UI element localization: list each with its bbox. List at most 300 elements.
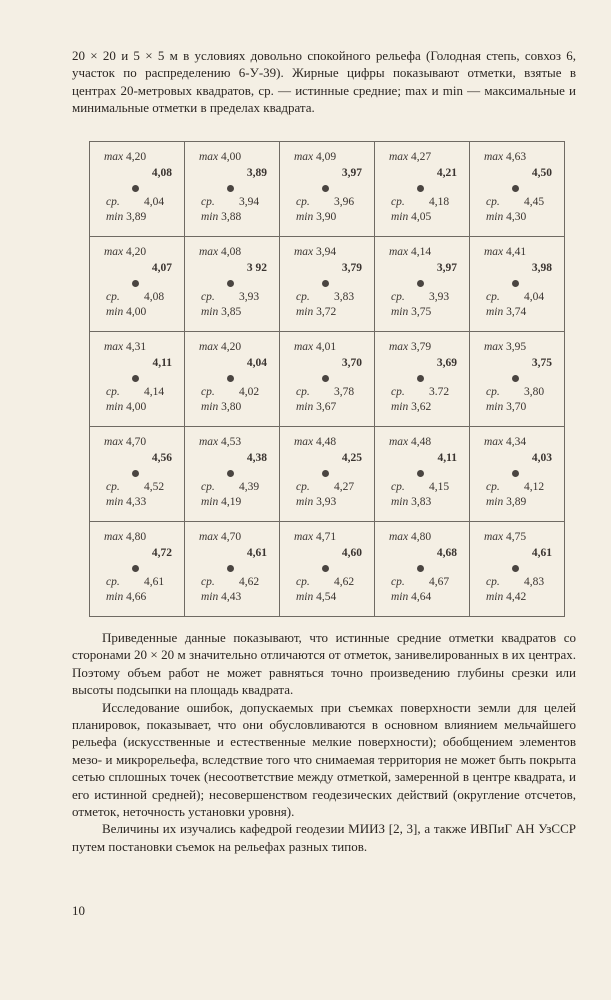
avg-value: 4,14 <box>144 386 165 398</box>
max-label: max <box>294 436 314 448</box>
center-elevation: 3,75 <box>531 357 552 369</box>
grid-cell <box>375 332 470 427</box>
avg-line <box>391 196 450 208</box>
min-line <box>391 591 431 603</box>
min-line <box>296 211 336 223</box>
square <box>375 427 469 521</box>
max-line <box>484 436 526 448</box>
avg-label: ср. <box>391 576 405 588</box>
max-value: 4,27 <box>411 151 432 163</box>
avg-line <box>391 291 450 303</box>
avg-line <box>106 291 165 303</box>
grid-cell <box>185 332 280 427</box>
min-value: 4,33 <box>126 496 147 508</box>
avg-label: ср. <box>201 196 215 208</box>
avg-value: 4,62 <box>239 576 260 588</box>
avg-label: ср. <box>106 291 120 303</box>
max-value: 4,20 <box>126 246 147 258</box>
avg-label: ср. <box>486 291 500 303</box>
avg-value: 3,80 <box>524 386 545 398</box>
min-label: min <box>106 211 124 223</box>
max-label: max <box>389 151 409 163</box>
min-label: min <box>391 211 409 223</box>
avg-label: ср. <box>201 576 215 588</box>
max-value: 4,75 <box>506 531 527 543</box>
grid-cell <box>470 332 565 427</box>
avg-label: ср. <box>391 291 405 303</box>
square <box>375 237 469 331</box>
min-value: 3,89 <box>126 211 147 223</box>
square <box>90 522 184 616</box>
max-value: 4,48 <box>411 436 432 448</box>
avg-value: 3.72 <box>429 386 450 398</box>
min-value: 4,66 <box>126 591 147 603</box>
max-value: 3,79 <box>411 341 432 353</box>
center-point-icon <box>322 280 329 287</box>
center-point-icon <box>512 375 519 382</box>
max-label: max <box>294 151 314 163</box>
avg-value: 4,02 <box>239 386 260 398</box>
grid-cell <box>185 427 280 522</box>
center-elevation: 4,03 <box>531 452 552 464</box>
min-value: 3,89 <box>506 496 527 508</box>
center-point-icon <box>512 280 519 287</box>
avg-value: 3,93 <box>429 291 450 303</box>
elevation-table <box>89 141 565 617</box>
min-line <box>391 211 431 223</box>
max-value: 4,20 <box>221 341 242 353</box>
min-label: min <box>106 401 124 413</box>
center-point-icon <box>417 280 424 287</box>
max-label: max <box>389 246 409 258</box>
min-value: 4,00 <box>126 306 147 318</box>
avg-line <box>106 386 165 398</box>
min-label: min <box>106 496 124 508</box>
max-line <box>104 246 146 258</box>
grid-cell <box>470 427 565 522</box>
max-line <box>484 246 526 258</box>
square <box>470 332 564 426</box>
avg-value: 3,93 <box>239 291 260 303</box>
max-line <box>484 531 526 543</box>
max-value: 4,71 <box>316 531 337 543</box>
min-label: min <box>296 211 314 223</box>
grid-cell <box>90 522 185 617</box>
avg-value: 3,83 <box>334 291 355 303</box>
center-elevation: 4,11 <box>437 452 457 464</box>
grid-cell <box>470 522 565 617</box>
grid-row <box>90 522 565 617</box>
grid-cell <box>470 237 565 332</box>
max-label: max <box>484 246 504 258</box>
center-elevation: 3,70 <box>341 357 362 369</box>
min-label: min <box>201 306 219 318</box>
center-elevation: 4,08 <box>151 167 172 179</box>
max-value: 4,70 <box>221 531 242 543</box>
min-line <box>106 401 146 413</box>
grid-row <box>90 142 565 237</box>
grid-cell <box>90 237 185 332</box>
center-elevation: 3,97 <box>436 262 457 274</box>
max-value: 4,48 <box>316 436 337 448</box>
max-line <box>104 341 146 353</box>
avg-label: ср. <box>106 196 120 208</box>
min-label: min <box>391 591 409 603</box>
max-label: max <box>104 531 124 543</box>
center-elevation: 4,25 <box>341 452 362 464</box>
avg-label: ср. <box>296 576 310 588</box>
center-elevation: 3,97 <box>341 167 362 179</box>
min-label: min <box>296 496 314 508</box>
center-point-icon <box>322 375 329 382</box>
avg-value: 4,18 <box>429 196 450 208</box>
avg-line <box>296 386 355 398</box>
intro-paragraph: 20 × 20 и 5 × 5 м в условиях довольно спокойного рельефа (Голодная степь, совхоз 6, участок по распределению 6-У-39). Жирные цифры показывают отметки, взятые в центрах 20-метровых квадратов, ср. — истинные средние; max и min — максимальные и минимальные отметки в пределах квадрата. <box>72 48 576 116</box>
avg-value: 4,08 <box>144 291 165 303</box>
max-label: max <box>199 436 219 448</box>
min-label: min <box>486 211 504 223</box>
page-number: 10 <box>72 903 85 918</box>
min-label: min <box>201 496 219 508</box>
min-line <box>106 496 146 508</box>
min-label: min <box>391 401 409 413</box>
square <box>185 237 279 331</box>
max-line <box>199 151 241 163</box>
avg-value: 4,27 <box>334 481 355 493</box>
center-elevation: 4,38 <box>246 452 267 464</box>
max-label: max <box>389 436 409 448</box>
max-label: max <box>484 341 504 353</box>
max-line <box>104 151 146 163</box>
paragraph: Исследование ошибок, допускаемых при съемках поверхности земли для целей планировок, показывает, что они обусловливаются в основном влиянием мельчайшего рельефа (искусственные и естественные мелкие поверхности); обобщением элементов мезо- и микрорельефа, вследствие того что снимаемая территория не может быть покрыта сетью сплошных точек (несоответствие между отметкой, замеренной в центре квадрата, и его истинной средней); несовершенством геодезических действий (округление отсчетов, отметок, неточность установки уровня). <box>72 699 576 820</box>
min-label: min <box>391 306 409 318</box>
avg-label: ср. <box>296 481 310 493</box>
center-point-icon <box>227 375 234 382</box>
min-value: 4,54 <box>316 591 337 603</box>
min-label: min <box>486 591 504 603</box>
avg-value: 4,67 <box>429 576 450 588</box>
grid-row <box>90 427 565 522</box>
center-elevation: 4,72 <box>151 547 172 559</box>
min-value: 3,80 <box>221 401 242 413</box>
max-line <box>104 531 146 543</box>
min-label: min <box>486 306 504 318</box>
elevation-grid <box>89 141 560 612</box>
max-line <box>389 246 431 258</box>
center-elevation: 3,79 <box>341 262 362 274</box>
min-line <box>201 211 241 223</box>
min-line <box>486 211 526 223</box>
grid-cell <box>375 142 470 237</box>
square <box>185 427 279 521</box>
avg-line <box>486 291 545 303</box>
max-label: max <box>104 246 124 258</box>
square <box>185 142 279 236</box>
avg-value: 4,62 <box>334 576 355 588</box>
max-label: max <box>389 341 409 353</box>
avg-line <box>201 481 260 493</box>
center-point-icon <box>227 565 234 572</box>
min-line <box>201 496 241 508</box>
min-label: min <box>391 496 409 508</box>
avg-line <box>201 196 260 208</box>
max-value: 4,20 <box>126 151 147 163</box>
max-label: max <box>294 341 314 353</box>
square <box>375 142 469 236</box>
center-elevation: 4,04 <box>246 357 267 369</box>
avg-line <box>296 481 355 493</box>
min-value: 3,88 <box>221 211 242 223</box>
center-point-icon <box>417 565 424 572</box>
min-label: min <box>296 591 314 603</box>
grid-cell <box>280 332 375 427</box>
avg-label: ср. <box>486 576 500 588</box>
avg-label: ср. <box>486 196 500 208</box>
max-value: 4,00 <box>221 151 242 163</box>
min-line <box>486 591 526 603</box>
center-elevation: 4,21 <box>436 167 457 179</box>
min-line <box>201 401 241 413</box>
max-line <box>294 246 336 258</box>
avg-value: 4,12 <box>524 481 545 493</box>
min-value: 3,62 <box>411 401 432 413</box>
max-line <box>199 436 241 448</box>
max-value: 4,01 <box>316 341 337 353</box>
center-point-icon <box>512 565 519 572</box>
grid-cell <box>90 427 185 522</box>
avg-label: ср. <box>391 386 405 398</box>
avg-value: 4,61 <box>144 576 165 588</box>
center-elevation: 4,61 <box>246 547 267 559</box>
min-value: 3,70 <box>506 401 527 413</box>
center-point-icon <box>132 280 139 287</box>
max-line <box>294 151 336 163</box>
paragraph: Величины их изучались кафедрой геодезии МИИЗ [2, 3], а также ИВПиГ АН УзССР путем постановки съемок на рельефах разных типов. <box>72 821 576 854</box>
avg-line <box>201 291 260 303</box>
avg-line <box>106 481 165 493</box>
max-label: max <box>199 341 219 353</box>
min-value: 3,75 <box>411 306 432 318</box>
min-label: min <box>106 306 124 318</box>
avg-value: 4,39 <box>239 481 260 493</box>
grid-cell <box>470 142 565 237</box>
min-value: 4,19 <box>221 496 242 508</box>
grid-cell <box>185 522 280 617</box>
avg-value: 3,96 <box>334 196 355 208</box>
center-elevation: 3,69 <box>436 357 457 369</box>
grid-cell <box>185 142 280 237</box>
min-label: min <box>296 401 314 413</box>
avg-line <box>391 386 450 398</box>
center-elevation: 4,07 <box>151 262 172 274</box>
avg-label: ср. <box>391 196 405 208</box>
min-line <box>296 496 336 508</box>
avg-label: ср. <box>296 196 310 208</box>
avg-line <box>296 291 355 303</box>
max-value: 4,80 <box>126 531 147 543</box>
max-line <box>389 151 431 163</box>
min-value: 4,42 <box>506 591 527 603</box>
grid-row <box>90 332 565 427</box>
avg-line <box>296 576 355 588</box>
min-line <box>296 306 336 318</box>
min-value: 3,85 <box>221 306 242 318</box>
min-line <box>391 401 431 413</box>
min-line <box>296 401 336 413</box>
min-line <box>391 306 431 318</box>
center-point-icon <box>512 470 519 477</box>
avg-value: 4,04 <box>524 291 545 303</box>
max-label: max <box>389 531 409 543</box>
max-label: max <box>199 246 219 258</box>
avg-label: ср. <box>106 481 120 493</box>
min-label: min <box>106 591 124 603</box>
center-point-icon <box>512 185 519 192</box>
max-line <box>199 341 241 353</box>
min-value: 3,90 <box>316 211 337 223</box>
min-line <box>486 401 526 413</box>
square <box>280 332 374 426</box>
center-point-icon <box>132 470 139 477</box>
min-value: 4,43 <box>221 591 242 603</box>
square <box>90 427 184 521</box>
center-elevation: 3,89 <box>246 167 267 179</box>
center-elevation: 4,68 <box>436 547 457 559</box>
min-line <box>106 211 146 223</box>
square <box>280 427 374 521</box>
square <box>280 142 374 236</box>
body-text <box>72 629 576 855</box>
min-line <box>391 496 431 508</box>
max-value: 3,95 <box>506 341 527 353</box>
min-line <box>201 306 241 318</box>
avg-value: 4,52 <box>144 481 165 493</box>
grid-cell <box>280 427 375 522</box>
max-label: max <box>484 151 504 163</box>
min-line <box>106 591 146 603</box>
avg-value: 4,04 <box>144 196 165 208</box>
avg-line <box>486 481 545 493</box>
avg-value: 3,94 <box>239 196 260 208</box>
square <box>470 237 564 331</box>
min-value: 3,72 <box>316 306 337 318</box>
max-value: 3,94 <box>316 246 337 258</box>
max-label: max <box>484 531 504 543</box>
min-value: 3,74 <box>506 306 527 318</box>
center-elevation: 3,98 <box>531 262 552 274</box>
avg-line <box>106 196 165 208</box>
square <box>90 332 184 426</box>
grid-cell <box>375 237 470 332</box>
avg-line <box>486 576 545 588</box>
grid-cell <box>375 427 470 522</box>
center-point-icon <box>417 185 424 192</box>
avg-line <box>486 386 545 398</box>
avg-line <box>296 196 355 208</box>
center-point-icon <box>132 565 139 572</box>
max-label: max <box>104 341 124 353</box>
avg-line <box>201 386 260 398</box>
center-elevation: 4,11 <box>152 357 172 369</box>
min-line <box>486 306 526 318</box>
min-value: 4,05 <box>411 211 432 223</box>
center-point-icon <box>417 470 424 477</box>
avg-line <box>391 576 450 588</box>
max-label: max <box>104 151 124 163</box>
paragraph: Приведенные данные показывают, что истинные средние отметки квадратов со сторонами 20 × 20 м значительно отличаются от отметок, занивелированных в их центрах. Поэтому объем работ не может равняться точно произведению глубины срезки или высоты подсыпки на площадь квадрата. <box>72 630 576 698</box>
min-label: min <box>201 401 219 413</box>
center-elevation: 4,56 <box>151 452 172 464</box>
center-point-icon <box>322 185 329 192</box>
center-point-icon <box>417 375 424 382</box>
center-point-icon <box>227 470 234 477</box>
max-line <box>389 531 431 543</box>
max-value: 4,34 <box>506 436 527 448</box>
center-elevation: 4,61 <box>531 547 552 559</box>
avg-value: 4,45 <box>524 196 545 208</box>
max-line <box>484 341 526 353</box>
square <box>185 332 279 426</box>
avg-line <box>106 576 165 588</box>
max-value: 4,08 <box>221 246 242 258</box>
center-elevation: 3 92 <box>246 262 267 274</box>
avg-value: 4,15 <box>429 481 450 493</box>
center-elevation: 4,50 <box>531 167 552 179</box>
max-value: 4,63 <box>506 151 527 163</box>
min-line <box>201 591 241 603</box>
max-line <box>484 151 526 163</box>
min-value: 3,83 <box>411 496 432 508</box>
min-label: min <box>486 401 504 413</box>
min-value: 4,64 <box>411 591 432 603</box>
square <box>470 522 564 616</box>
grid-row <box>90 237 565 332</box>
grid-cell <box>375 522 470 617</box>
max-line <box>294 531 336 543</box>
min-value: 4,30 <box>506 211 527 223</box>
square <box>375 332 469 426</box>
max-value: 4,14 <box>411 246 432 258</box>
min-label: min <box>201 211 219 223</box>
max-line <box>104 436 146 448</box>
avg-line <box>201 576 260 588</box>
max-label: max <box>294 531 314 543</box>
max-value: 4,80 <box>411 531 432 543</box>
grid-cell <box>280 142 375 237</box>
avg-label: ср. <box>106 386 120 398</box>
square <box>470 427 564 521</box>
max-value: 4,31 <box>126 341 147 353</box>
min-label: min <box>201 591 219 603</box>
min-value: 3,93 <box>316 496 337 508</box>
min-line <box>486 496 526 508</box>
grid-cell <box>90 142 185 237</box>
square <box>280 237 374 331</box>
avg-label: ср. <box>391 481 405 493</box>
max-value: 4,41 <box>506 246 527 258</box>
square <box>185 522 279 616</box>
min-label: min <box>486 496 504 508</box>
max-value: 4,53 <box>221 436 242 448</box>
grid-cell <box>185 237 280 332</box>
center-point-icon <box>227 185 234 192</box>
max-line <box>294 436 336 448</box>
avg-label: ср. <box>296 386 310 398</box>
grid-cell <box>280 522 375 617</box>
max-label: max <box>484 436 504 448</box>
min-line <box>106 306 146 318</box>
min-value: 4,00 <box>126 401 147 413</box>
